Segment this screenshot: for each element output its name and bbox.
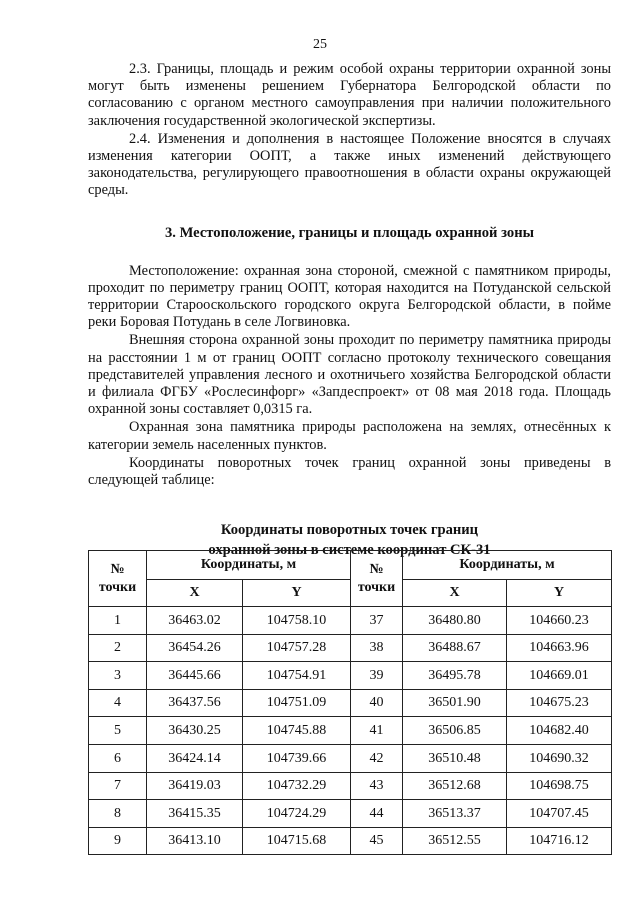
table-row: [89, 772, 612, 800]
cell-x: 36419.03: [147, 772, 243, 800]
table-row: [89, 717, 612, 745]
table-row: [89, 800, 612, 828]
cell-x: 36437.56: [147, 689, 243, 717]
cell-y: 104707.45: [507, 800, 612, 828]
cell-point-number: 9: [89, 827, 147, 855]
table-title-line-1: Координаты поворотных точек границ: [220, 522, 479, 539]
section-heading: 3. Местоположение, границы и площадь охранной зоны: [165, 224, 534, 241]
cell-x: 36430.25: [147, 717, 243, 745]
cell-x: 36510.48: [403, 744, 507, 772]
cell-point-number: 7: [89, 772, 147, 800]
table-header-row: [89, 551, 612, 580]
cell-y: 104660.23: [507, 607, 612, 635]
cell-point-number: 37: [351, 607, 403, 635]
cell-x: 36513.37: [403, 800, 507, 828]
cell-y: 104754.91: [243, 662, 351, 690]
paragraph-location: Местоположение: охранная зона стороной, смежной с памятником природы, проходит по периметру границ ООПТ, которая находится на Потуданской сельской территории Старооскольского городского округа Белгородской области, в пойме реки Боровая Потудань в селе Логвиновка.: [88, 262, 611, 331]
table-subheader-row: [89, 580, 612, 607]
cell-x: 36480.80: [403, 607, 507, 635]
header-coordinates: Координаты, м: [147, 551, 351, 580]
cell-x: 36495.78: [403, 662, 507, 690]
cell-y: 104716.12: [507, 827, 612, 855]
cell-x: 36424.14: [147, 744, 243, 772]
header-point-number-2: [351, 551, 403, 607]
header-coordinates-2: Координаты, м: [403, 551, 612, 580]
cell-point-number: 43: [351, 772, 403, 800]
cell-point-number: 6: [89, 744, 147, 772]
cell-y: 104698.75: [507, 772, 612, 800]
cell-point-number: 45: [351, 827, 403, 855]
cell-y: 104682.40: [507, 717, 612, 745]
cell-y: 104669.01: [507, 662, 612, 690]
cell-y: 104675.23: [507, 689, 612, 717]
table-row: [89, 634, 612, 662]
cell-point-number: 4: [89, 689, 147, 717]
header-num-word: точки: [357, 579, 396, 595]
header-point-number: [89, 551, 147, 607]
cell-point-number: 8: [89, 800, 147, 828]
cell-point-number: 39: [351, 662, 403, 690]
header-x: X: [147, 580, 243, 607]
header-y-2: Y: [507, 580, 612, 607]
cell-y: 104724.29: [243, 800, 351, 828]
table-row: [89, 689, 612, 717]
cell-y: 104757.28: [243, 634, 351, 662]
cell-y: 104732.29: [243, 772, 351, 800]
page-number: 25: [313, 37, 327, 52]
cell-point-number: 3: [89, 662, 147, 690]
cell-point-number: 42: [351, 744, 403, 772]
paragraph-coordinates-intro: Координаты поворотных точек границ охранной зоны приведены в следующей таблице:: [88, 454, 611, 489]
cell-x: 36463.02: [147, 607, 243, 635]
table-row: [89, 744, 612, 772]
cell-y: 104745.88: [243, 717, 351, 745]
cell-point-number: 44: [351, 800, 403, 828]
table-row: [89, 607, 612, 635]
cell-x: 36506.85: [403, 717, 507, 745]
cell-x: 36501.90: [403, 689, 507, 717]
table-row: [89, 827, 612, 855]
header-num-symbol: №: [110, 562, 125, 578]
table-row: [89, 662, 612, 690]
paragraph-2-3: 2.3. Границы, площадь и режим особой охраны территории охранной зоны могут быть изменены решением Губернатора Белгородской области по согласованию с органом местного самоуправления при наличии положительного заключения государственной экологической экспертизы.: [88, 61, 611, 129]
cell-x: 36454.26: [147, 634, 243, 662]
table-body: [89, 607, 612, 855]
cell-y: 104663.96: [507, 634, 612, 662]
cell-x: 36488.67: [403, 634, 507, 662]
cell-y: 104751.09: [243, 689, 351, 717]
cell-x: 36512.55: [403, 827, 507, 855]
paragraph-2-4: 2.4. Изменения и дополнения в настоящее Положение вносятся в случаях изменения категории ООПТ, а также иных изменений действующего законодательства, регулирующего правоотношения в области охраны окружающей среды.: [88, 130, 611, 199]
paragraph-land-category: Охранная зона памятника природы расположена на землях, отнесённых к категории земель населенных пунктов.: [88, 419, 611, 453]
header-num-word: точки: [98, 579, 137, 595]
cell-x: 36512.68: [403, 772, 507, 800]
cell-y: 104690.32: [507, 744, 612, 772]
table-title-line-2: охранной зоны в системе координат СК-31: [208, 542, 491, 559]
cell-point-number: 38: [351, 634, 403, 662]
document-body: [88, 61, 611, 560]
cell-point-number: 5: [89, 717, 147, 745]
header-y: Y: [243, 580, 351, 607]
cell-y: 104739.66: [243, 744, 351, 772]
coordinates-table: [88, 550, 612, 855]
cell-point-number: 41: [351, 717, 403, 745]
cell-y: 104715.68: [243, 827, 351, 855]
cell-point-number: 1: [89, 607, 147, 635]
cell-x: 36445.66: [147, 662, 243, 690]
header-num-symbol: №: [369, 562, 384, 578]
header-x-2: X: [403, 580, 507, 607]
paragraph-outer-boundary: Внешняя сторона охранной зоны проходит по периметру памятника природы на расстоянии 1 м от границ ООПТ согласно протоколу технического совещания представителей управления лесного и охотничьего хозяйства Белгородской области и филиала ФГБУ «Рослесинфорг» «Запдеспроект» от 08 мая 2018 года. Площадь охранной зоны составляет 0,0315 га.: [88, 332, 611, 418]
cell-point-number: 40: [351, 689, 403, 717]
cell-x: 36415.35: [147, 800, 243, 828]
cell-y: 104758.10: [243, 607, 351, 635]
cell-point-number: 2: [89, 634, 147, 662]
cell-x: 36413.10: [147, 827, 243, 855]
